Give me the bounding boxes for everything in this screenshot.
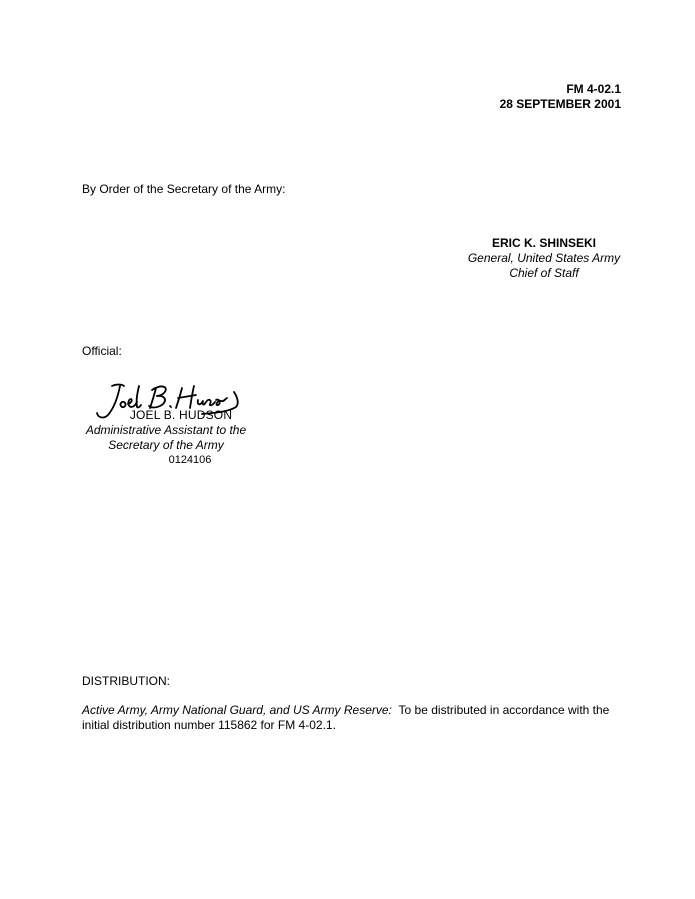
publication-number: FM 4-02.1 [566, 82, 621, 96]
by-order-statement: By Order of the Secretary of the Army: [82, 182, 286, 196]
distribution-text [82, 703, 622, 733]
official-block [80, 408, 252, 468]
signer-position: Chief of Staff [509, 266, 579, 280]
publication-date: 28 SEPTEMBER 2001 [499, 97, 621, 111]
official-name: JOEL B. HUDSON [129, 408, 233, 422]
distribution-instruction: To be distributed in accordance with the initial distribution number 115862 for FM 4-02.1. [82, 703, 610, 732]
official-position: Secretary of the Army [108, 438, 224, 452]
signer-block [440, 236, 648, 281]
official-title: Administrative Assistant to the [85, 423, 247, 437]
official-label: Official: [82, 344, 122, 358]
publication-header [500, 82, 621, 112]
signer-title: General, United States Army [467, 251, 621, 265]
distribution-heading: DISTRIBUTION: [82, 674, 171, 688]
official-number: 0124106 [168, 454, 212, 466]
signer-name: ERIC K. SHINSEKI [491, 236, 596, 250]
distribution-components: Active Army, Army National Guard, and US Army Reserve: [82, 703, 392, 717]
